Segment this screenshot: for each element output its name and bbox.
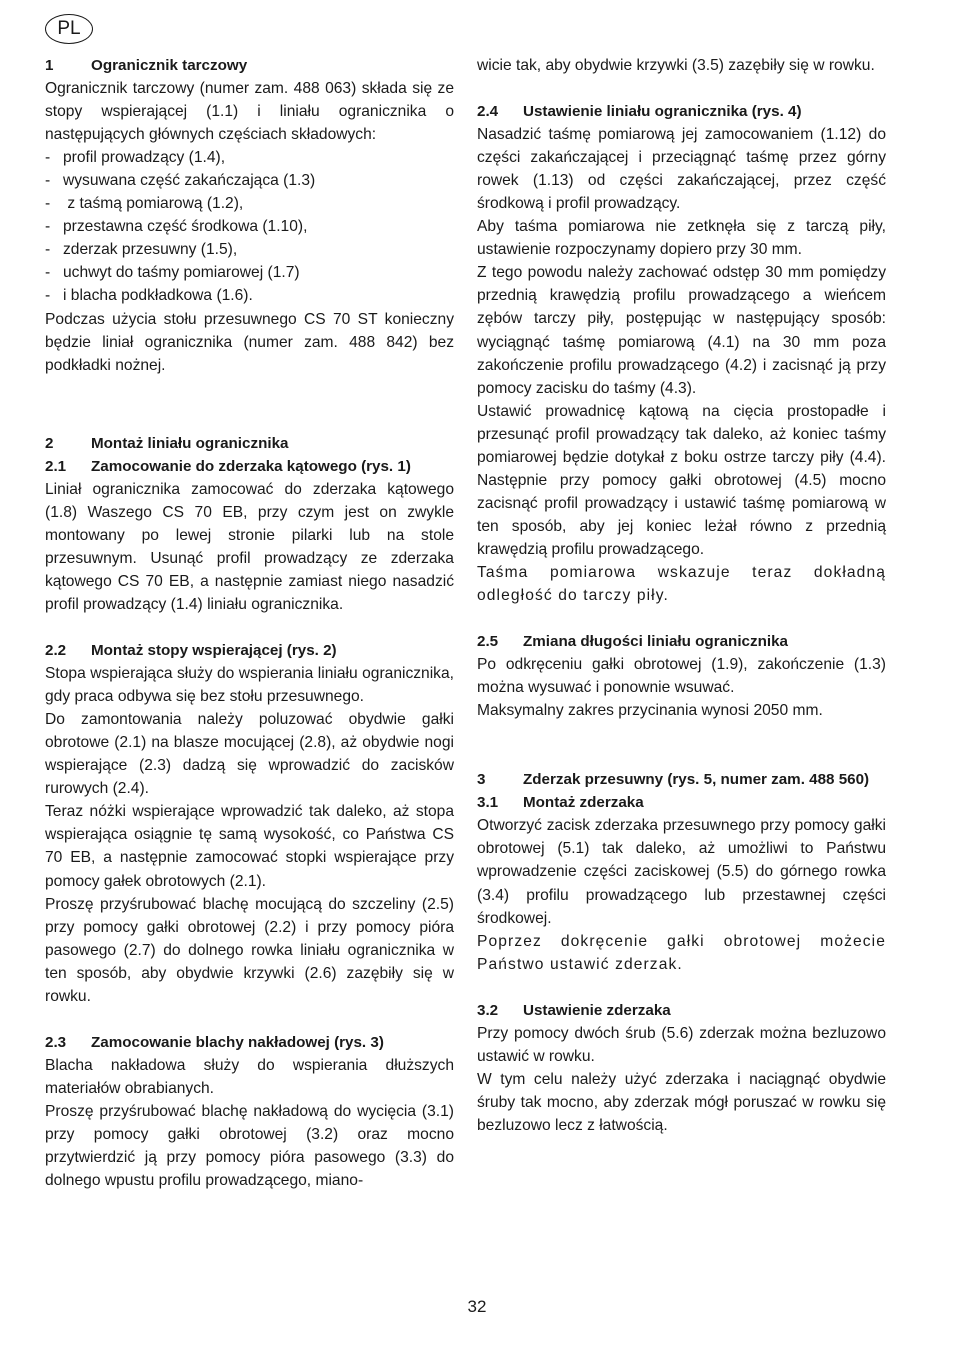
language-label: PL <box>57 18 81 39</box>
section-heading-2-4: 2.4 Ustawienie liniału ogranicznika (rys. 4) <box>477 103 802 121</box>
section-heading-1: 1 Ogranicznik tarczowy <box>45 57 248 74</box>
paragraph: Podczas użycia stołu przesuwnego CS 70 ST konieczny będzie liniał ogranicznika (numer zam. 488 842) bez podkładki nożnej. <box>45 310 454 374</box>
section-heading-2: 2 Montaż liniału ogranicznika <box>45 434 289 452</box>
list-item: - uchwyt do taśmy pomiarowej (1.7) <box>45 264 300 282</box>
section-heading-3-1: 3.1 Montaż zderzaka <box>477 794 644 812</box>
right-column <box>477 54 886 1137</box>
list-item: - zderzak przesuwny (1.5), <box>45 241 238 259</box>
paragraph: W tym celu należy użyć zderzaka i naciągnąć obydwie śruby tak mocno, aby zderzak mógł poruszać w rowku się bezluzowo lecz z łatwością. <box>477 1070 886 1134</box>
paragraph: Aby taśma pomiarowa nie zetknęła się z tarczą piły, ustawienie rozpoczynamy dopiero przy 30 mm. <box>477 218 886 259</box>
list-item: - przestawna część środkowa (1.10), <box>45 218 308 236</box>
list-item: - wysuwana część zakańczająca (1.3) <box>45 172 316 190</box>
paragraph: Taśma pomiarowa wskazuje teraz dokładną odległość do tarczy piły. <box>477 563 886 605</box>
left-column <box>45 54 454 1192</box>
list-item: - i blacha podkładkowa (1.6). <box>45 287 253 305</box>
list-item: - profil prowadzący (1.4), <box>45 149 226 167</box>
paragraph: Blacha nakładowa służy do wspierania dłuższych materiałów obrabianych. <box>45 1056 454 1097</box>
paragraph: Proszę przyśrubować blachę mocującą do szczeliny (2.5) przy pomocy gałki obrotowej (2.2) i przy pomocy pióra pasowego (2.7) do dolnego rowka liniału ogranicznika w ten sposób, aby obydwie krzywki (2.6) zazębiły się w rowku. <box>45 895 454 1005</box>
paragraph: Stopa wspierająca służy do wspierania liniału ogranicznika, gdy praca odbywa się bez stołu przesuwnego. <box>45 665 454 706</box>
page-number: 32 <box>467 1297 487 1316</box>
list-item: - z taśmą pomiarową (1.2), <box>45 195 244 213</box>
paragraph: Do zamontowania należy poluzować obydwie gałki obrotowe (2.1) na blasze mocującej (2.8), aż obydwie nogi wspierające (2.3) dadzą się wprowadzić do zacisków rurowych (2.4). <box>45 711 454 798</box>
section-heading-3-2: 3.2 Ustawienie zderzaka <box>477 1001 671 1019</box>
paragraph: Poprzez dokręcenie gałki obrotowej możecie Państwo ustawić zderzak. <box>477 932 886 973</box>
paragraph: Po odkręceniu gałki obrotowej (1.9), zakończenie (1.3) można wysuwać i ponownie wsuwać. <box>477 656 886 697</box>
paragraph: Nasadzić taśmę pomiarową jej zamocowaniem (1.12) do części zakańczającej i przeciągnąć taśmę przez górny rowek (1.13) od części zakańczającej, przez część środkową i profil prowadzący. <box>477 126 886 213</box>
paragraph: Liniał ogranicznika zamocować do zderzaka kątowego (1.8) Waszego CS 70 EB, przy czym jest on zwykle montowany po lewej stronie pilarki lub na stole przesuwnym. Usunąć profil prowadzący ze zderzaka kątowego CS 70 EB, a następnie zamiast niego nasadzić profil prowadzący (1.4) liniału ogranicznika. <box>45 480 454 613</box>
paragraph: Z tego powodu należy zachować odstęp 30 mm pomiędzy przednią krawędzią profilu prowadzącego a wieńcem zębów tarczy piły, postępując w następujący sposób: wyciągnąć taśmę pomiarową (4.1) na 30 mm poza zakończenie profilu prowadzącego (4.2) i zacisnąć ją przy pomocy zacisku do taśmy (4.3). <box>477 264 886 397</box>
section-heading-2-5: 2.5 Zmiana długości liniału ogranicznika <box>477 633 788 651</box>
section-heading-2-2: 2.2 Montaż stopy wspierającej (rys. 2) <box>45 642 337 660</box>
parts-list <box>45 146 454 307</box>
section-heading-2-3: 2.3 Zamocowanie blachy nakładowej (rys. 3) <box>45 1033 384 1051</box>
paragraph: Maksymalny zakres przycinania wynosi 2050 mm. <box>477 702 823 720</box>
paragraph: Teraz nóżki wspierające wprowadzić tak daleko, aż stopa wspierająca osiągnie tę samą wysokość, co Państwa CS 70 EB, a następnie zamocować stopki wspierające przy pomocy gałek obrotowych (2.1). <box>45 803 454 890</box>
section-heading-3: 3 Zderzak przesuwny (rys. 5, numer zam. 488 560) <box>477 771 870 789</box>
paragraph: wicie tak, aby obydwie krzywki (3.5) zazębiły się w rowku. <box>477 57 875 74</box>
paragraph: Otworzyć zacisk zderzaka przesuwnego przy pomocy gałki obrotowej (5.1) tak daleko, aż umożliwi to Państwu wprowadzenie części zaciskowej (5.5) do górnego rowka (3.4) profilu prowadzącego lub przestawnej części środkowej. <box>477 817 886 927</box>
paragraph: Przy pomocy dwóch śrub (5.6) zderzak można bezluzowo ustawić w rowku. <box>477 1024 886 1065</box>
paragraph: Ogranicznik tarczowy (numer zam. 488 063) składa się ze stopy wspierającej (1.1) i liniału ogranicznika o następujących głównych częściach składowych: <box>45 80 454 144</box>
paragraph: Proszę przyśrubować blachę nakładową do wycięcia (3.1) przy pomocy gałki obrotowej (3.2) oraz mocno przytwierdzić ją przy pomocy pióra pasowego (3.3) do dolnego wpustu profilu prowadzącego, miano- <box>45 1102 454 1190</box>
section-heading-2-1: 2.1 Zamocowanie do zderzaka kątowego (rys. 1) <box>45 457 411 475</box>
language-badge <box>45 14 93 44</box>
paragraph: Ustawić prowadnicę kątową na cięcia prostopadłe i przesunąć profil prowadzący tak daleko, aż koniec taśmy pomiarowej będzie dotykał z boku ostrze tarczy piły (4.4). Następnie przy pomocy gałki obrotowej (4.5) mocno zacisnąć profil prowadzący i ustawić taśmę pomiarową w ten sposób, aby jej koniec leżał równo z przednią krawędzią profilu prowadzącego. <box>477 402 886 558</box>
